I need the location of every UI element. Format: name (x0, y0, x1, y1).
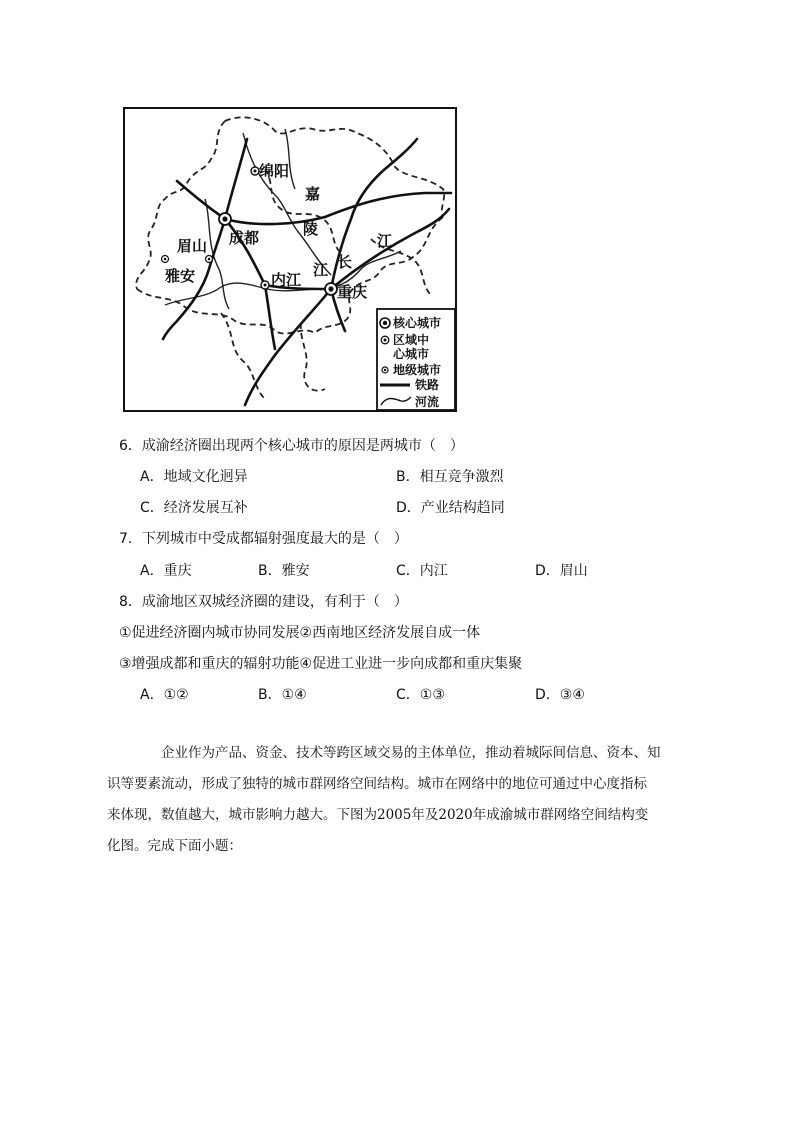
passage-line-2: 识等要素流动，形成了独特的城市群网络空间结构。城市在网络中的地位可通过中心度指标 (107, 776, 647, 792)
chongqing-marker (325, 283, 337, 295)
label-jiang-1: 江 (313, 261, 329, 279)
label-mianyang: 绵阳 (259, 162, 290, 180)
question-7-option-c[interactable]: C．内江 (396, 563, 448, 579)
question-8-option-b[interactable]: B．①④ (258, 687, 307, 703)
question-7-option-b[interactable]: B．雅安 (258, 563, 310, 579)
question-8-option-a[interactable]: A．①② (140, 687, 189, 703)
neijiang-marker (261, 281, 269, 289)
question-6-option-a[interactable]: A．地域文化迥异 (140, 469, 248, 485)
question-6-option-b[interactable]: B．相互竞争激烈 (396, 469, 504, 485)
passage-line-1: 企业作为产品、资金、技术等跨区域交易的主体单位，推动着城际间信息、资本、知 (161, 745, 661, 761)
label-ling: 陵 (303, 220, 319, 238)
chengdu-marker (219, 213, 231, 225)
legend-river: 河流 (415, 395, 440, 409)
map-legend (377, 309, 455, 410)
meishan-marker (206, 256, 213, 263)
legend-core-city: 核心城市 (393, 316, 442, 330)
question-6-option-d[interactable]: D．产业结构趋同 (396, 500, 505, 516)
question-8-statements-2: ③增强成都和重庆的辐射功能④促进工业进一步向成都和重庆集聚 (119, 656, 523, 672)
inner-boundary-3 (301, 323, 325, 391)
legend-prefecture-city: 地级城市 (393, 363, 442, 377)
legend-regional-center-2: 心城市 (393, 347, 430, 361)
inner-boundary-4 (221, 313, 265, 399)
southwest-boundary (137, 289, 315, 334)
question-8-option-c[interactable]: C．①③ (396, 687, 445, 703)
mianyang-marker (251, 167, 259, 175)
question-6-stem: 6．成渝经济圈出现两个核心城市的原因是两城市（ ） (119, 438, 464, 454)
passage-line-4: 化图。完成下面小题： (107, 838, 242, 854)
label-chongqing: 重庆 (337, 283, 368, 301)
legend-railway: 铁路 (415, 378, 440, 392)
label-jia: 嘉 (305, 185, 321, 203)
label-chengdu: 成都 (229, 229, 260, 247)
passage-line-3: 来体现，数值越大，城市影响力越大。下图为2005年及2020年成渝城市群网络空间结构变 (107, 807, 649, 823)
railway-mianyang-chengdu (225, 139, 247, 219)
railway-chengdu-east (225, 193, 451, 224)
fu-river (285, 129, 295, 189)
jialing-river (243, 133, 331, 275)
label-meishan: 眉山 (177, 237, 208, 255)
railway-chengdu-northwest (177, 181, 225, 219)
label-jiang-2: 江 (377, 232, 393, 250)
question-6-option-c[interactable]: C．经济发展互补 (140, 500, 248, 516)
yaan-marker (162, 256, 169, 263)
map-svg (125, 109, 455, 410)
question-8-statements-1: ①促进经济圈内城市协同发展②西南地区经济发展自成一体 (119, 625, 481, 641)
label-yaan: 雅安 (165, 267, 196, 285)
label-neijiang: 内江 (271, 271, 302, 289)
question-8-stem: 8．成渝地区双城经济圈的建设，有利于（ ） (119, 594, 408, 610)
question-7-option-a[interactable]: A．重庆 (140, 563, 192, 579)
question-7-stem: 7．下列城市中受成都辐射强度最大的是（ ） (119, 531, 408, 547)
legend-regional-center-1: 区域中 (393, 333, 430, 347)
question-8-option-d[interactable]: D．③④ (535, 687, 585, 703)
map-labels (165, 162, 393, 301)
question-7-option-d[interactable]: D．眉山 (535, 563, 588, 579)
reading-passage (107, 738, 697, 862)
northern-boundary (225, 117, 444, 217)
label-chang: 长 (337, 253, 353, 271)
chengyu-map-figure (123, 107, 457, 412)
inner-boundary-1 (265, 169, 339, 251)
